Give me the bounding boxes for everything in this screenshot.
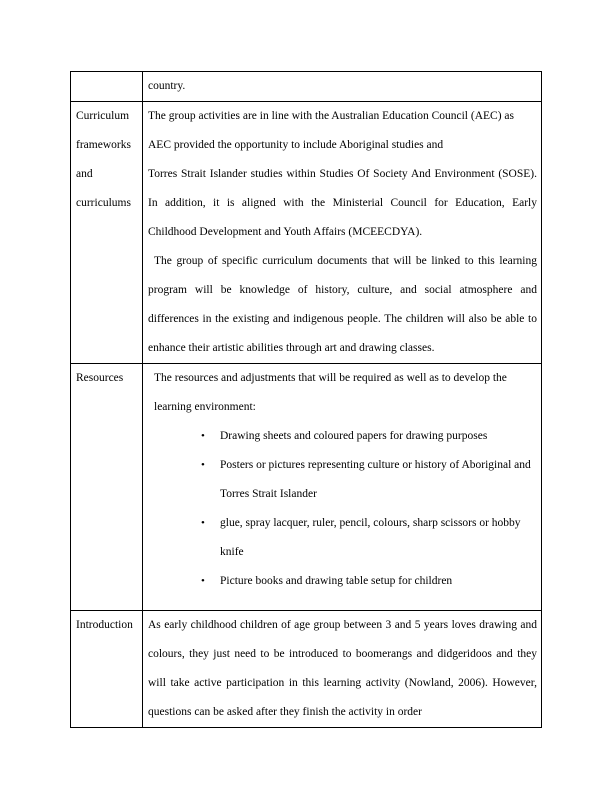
list-item [201,422,537,451]
table-row-curriculum [71,102,542,364]
resources-intro: The resources and adjustments that will be required as well as to develop the learning environment: [154,372,507,413]
row-label-introduction: Introduction [71,611,143,728]
bullet-icon: • [201,459,205,471]
label-line: Curriculum [76,110,130,122]
bullet-icon: • [201,517,205,529]
list-item [201,451,537,509]
bullet-icon: • [201,430,205,442]
lesson-plan-table [70,71,542,728]
curriculum-paragraph-1: The group activities are in line with the Australian Education Council (AEC) as AEC provided the opportunity to include Aboriginal studies and [148,110,514,151]
resources-list [148,422,537,596]
label-line: and [76,168,93,180]
introduction-content [143,611,542,728]
introduction-text: As early childhood children of age group between 3 and 5 years loves drawing and colours, they just need to be introduced to boomerangs and didgeridoos and they will take active participation in this learning activity (Nowland, 2006). However, questions can be asked after they finish the activity in order [148,619,537,718]
row-label-empty [71,72,143,102]
list-item [201,509,537,567]
bullet-icon: • [201,575,205,587]
curriculum-content [143,102,542,364]
list-item-text: Drawing sheets and coloured papers for drawing purposes [220,430,488,442]
row-label-resources: Resources [71,364,143,611]
list-item [201,567,537,596]
curriculum-paragraph-1b: Torres Strait Islander studies within Studies Of Society And Environment (SOSE). In addition, it is aligned with the Ministerial Council for Education, Early Childhood Development and Youth Affairs (MCEECDYA). [148,168,537,238]
label-line: frameworks [76,139,131,151]
resources-content [143,364,542,611]
list-item-text: Posters or pictures representing culture or history of Aboriginal and Torres Strait Islander [220,459,531,500]
list-item-text: Picture books and drawing table setup for children [220,575,453,587]
row-label-curriculum [71,102,143,364]
curriculum-paragraph-2: The group of specific curriculum documents that will be linked to this learning program will be knowledge of history, culture, and social atmosphere and differences in the existing and indigenous people. The children will also be able to enhance their artistic abilities through art and drawing classes. [148,255,537,354]
table-row-resources [71,364,542,611]
continued-text: country. [143,72,542,102]
label-line: curriculums [76,197,131,209]
table-row-continued [71,72,542,102]
list-item-text: glue, spray lacquer, ruler, pencil, colours, sharp scissors or hobby knife [220,517,521,558]
table-row-introduction [71,611,542,728]
